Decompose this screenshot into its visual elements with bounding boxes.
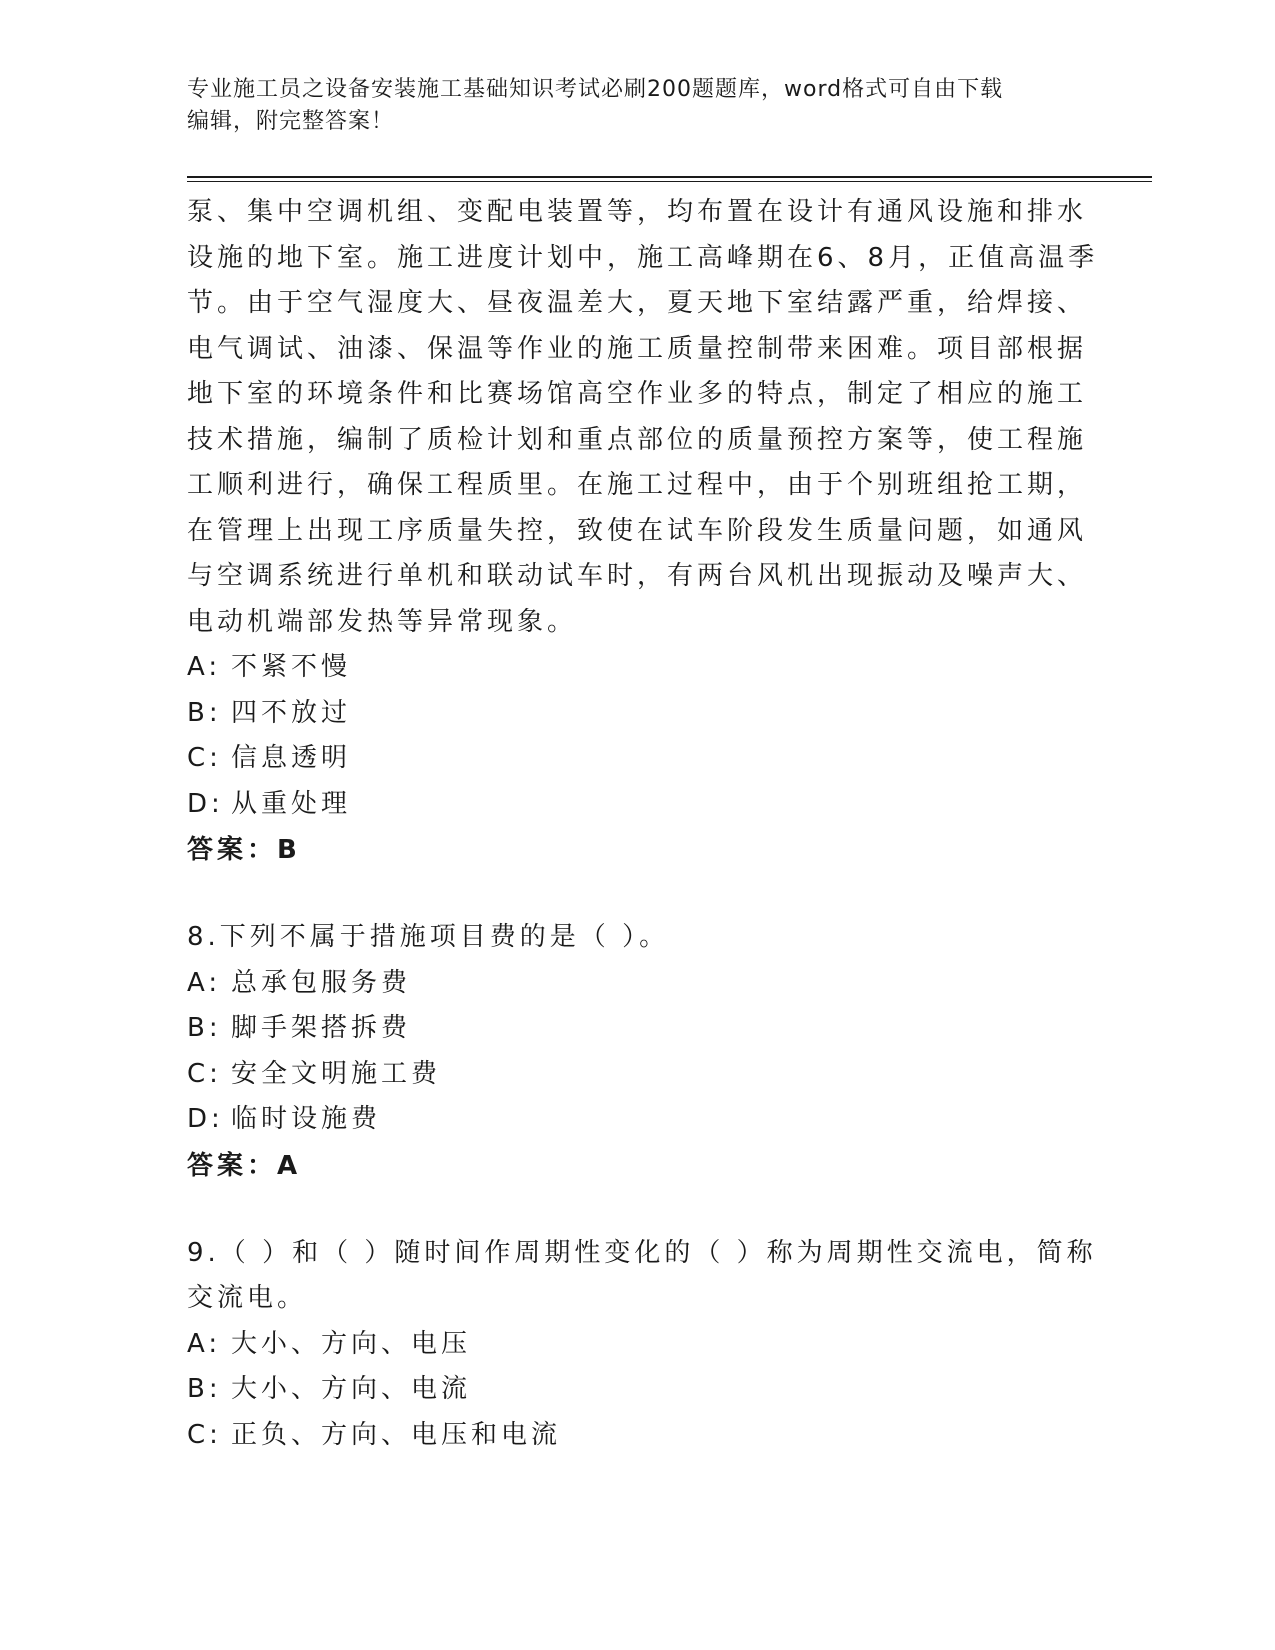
passage-line: 电气调试、油漆、保温等作业的施工质量控制带来困难。项目部根据 [187,333,1088,364]
passage-line: 技术措施，编制了质检计划和重点部位的质量预控方案等，使工程施 [187,424,1088,455]
question-text: 9.（ ）和（ ）随时间作周期性变化的（ ）称为周期性交流电，简称 [187,1237,1097,1268]
answer-line: 答案：B [187,835,301,865]
option-letter: D: [187,788,224,819]
option-b [187,1367,1087,1413]
option-letter: D: [187,1104,224,1134]
header-divider-thin [187,181,1152,182]
option-a [187,1322,1087,1368]
document-header [187,74,1087,138]
passage-line: 节。由于空气湿度大、昼夜温差大，夏天地下室结露严重，给焊接、 [187,288,1088,318]
header-divider-thick [187,176,1152,178]
header-title-line-1: 专业施工员之设备安装施工基础知识考试必刷200题题库，word格式可自由下载 [187,77,1004,102]
option-letter: A: [187,652,222,682]
option-letter: A: [187,967,222,998]
option-letter: B: [187,697,222,728]
passage-line: 设施的地下室。施工进度计划中，施工高峰期在6、8月，正值高温季 [187,242,1099,273]
option-letter: C: [187,1419,222,1450]
option-d [187,782,1087,828]
option-text: 脚手架搭拆费 [231,1013,412,1043]
option-text: 总承包服务费 [231,967,412,998]
spacer [187,873,1087,915]
option-text: 临时设施费 [231,1104,382,1134]
passage-line: 地下室的环境条件和比赛场馆高空作业多的特点，制定了相应的施工 [187,379,1088,409]
option-c [187,1052,1087,1098]
spacer [187,1189,1087,1231]
option-text: 不紧不慢 [231,652,352,682]
option-text: 从重处理 [231,788,352,819]
option-c [187,736,1087,782]
answer-line: 答案：A [187,1150,302,1181]
question-8 [187,915,1087,1189]
option-text: 正负、方向、电压和电流 [231,1419,562,1450]
option-text: 大小、方向、电流 [231,1374,472,1404]
passage-line: 电动机端部发热等异常现象。 [187,606,578,637]
option-text: 大小、方向、电压 [231,1328,472,1359]
passage-block [187,190,1099,873]
option-text: 信息透明 [231,743,352,773]
question-9 [187,1231,1097,1459]
option-a [187,645,1087,691]
option-letter: B: [187,1013,222,1043]
question-text: 交流电。 [187,1283,308,1313]
document-body [187,190,1099,1458]
option-letter: C: [187,743,222,773]
option-letter: A: [187,1328,222,1359]
question-text: 8.下列不属于措施项目费的是（ ）。 [187,922,670,952]
passage-line: 在管理上出现工序质量失控，致使在试车阶段发生质量问题，如通风 [187,515,1088,546]
passage-line: 与空调系统进行单机和联动试车时，有两台风机出现振动及噪声大、 [187,561,1088,591]
passage-line: 工顺利进行，确保工程质里。在施工过程中，由于个别班组抢工期， [187,470,1088,500]
option-letter: C: [187,1058,222,1089]
option-a [187,961,1087,1007]
header-title-line-2: 编辑，附完整答案！ [187,109,395,134]
option-text: 四不放过 [231,697,352,728]
option-c [187,1413,1087,1459]
option-b [187,691,1087,737]
passage-line: 泵、集中空调机组、变配电装置等，均布置在设计有通风设施和排水 [187,197,1088,227]
option-d [187,1097,1087,1143]
option-letter: B: [187,1374,222,1404]
option-text: 安全文明施工费 [231,1058,442,1089]
option-b [187,1006,1087,1052]
